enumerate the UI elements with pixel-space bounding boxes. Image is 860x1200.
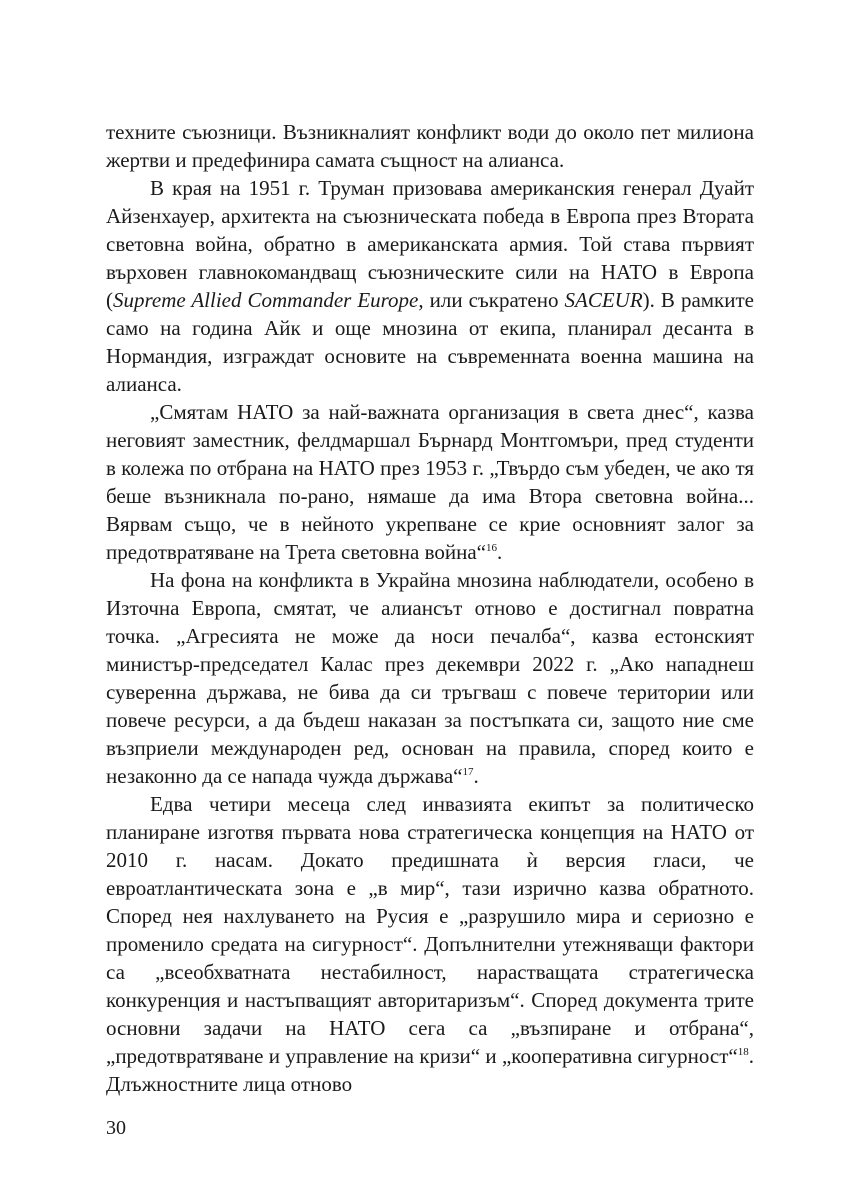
text-run: Едва четири месеца след инвазията екипът за политическо планиране изготвя първата нова стратегическа концепция на НАТО от 2010 г. насам. Докато предишната ѝ версия гласи, че евроатлантическата зона е „в мир“, тази изрично казва обратното. Според нея нахлуването на Русия е „разрушило мира и сериозно е променило средата на сигурност“. Допълнителни утежняващи фактори са „всеобхватната нестабилност, нарастващата стратегическа конкуренция и настъпващият авторитаризъм“. Според документа трите основни задачи на НАТО сега са „възпиране и отбрана“, „предотвратяване и управление на кризи“ и „кооперативна сигурност“ xyxy=(106,792,754,1068)
text-run: техните съюзници. Възникналият конфликт води до около пет милиона жертви и предефинира самата същност на алианса. xyxy=(106,120,754,172)
footnote-marker: 17 xyxy=(462,766,474,778)
page-number: 30 xyxy=(106,1117,126,1139)
text-run: . xyxy=(473,764,479,788)
text-run: „Смятам НАТО за най-важната организация в света днес“, казва неговият заместник, фелдмаршал Бърнард Монтгомъри, пред студенти в колежа по отбрана на НАТО през 1953 г. „Твърдо съм убеден, че ако тя беше възникнала по-рано, нямаше да има Втора световна война... Вярвам също, че в нейното укрепване се крие основният залог за предотвратяване на Трета световна война“ xyxy=(106,400,754,564)
text-run: В края на 1951 г. Труман призовава американския генерал Дуайт Айзенхауер, архитекта на съюзническата победа в Европа през Втората световна война, обратно в американската армия. Той става първият върховен главнокомандващ съюзническите сили на НАТО в Европа ( xyxy=(106,176,754,312)
paragraph xyxy=(106,174,754,398)
text-run: , или съкратено xyxy=(418,288,565,312)
paragraph xyxy=(106,790,754,1098)
text-run: . Длъжностните лица отново xyxy=(106,1044,754,1096)
paragraph xyxy=(106,118,754,174)
footnote-marker: 18 xyxy=(737,1046,749,1058)
body-text xyxy=(106,118,754,1098)
footnote-marker: 16 xyxy=(486,542,497,554)
text-run: На фона на конфликта в Украйна мнозина наблюдатели, особено в Източна Европа, смятат, че алиансът отново е достигнал повратна точка. „Агресията не може да носи печалба“, казва естонският министър-председател Калас през декември 2022 г. „Ако нападнеш суверенна държава, не бива да си тръгваш с повече територии или повече ресурси, а да бъдеш наказан за постъпката си, защото ние сме възприели международен ред, основан на правила, според които е незаконно да се напада чужда държава“ xyxy=(106,568,754,788)
text-run: ). В рамките само на година Айк и още мнозина от екипа, планирал десанта в Нормандия, изграждат основите на съвременната военна машина на алианса. xyxy=(106,288,754,396)
paragraph xyxy=(106,566,754,790)
italic-term: Supreme Allied Commander Europe xyxy=(113,288,419,312)
paragraph xyxy=(106,398,754,566)
text-run: . xyxy=(497,540,503,564)
italic-term: SACEUR xyxy=(564,288,643,312)
